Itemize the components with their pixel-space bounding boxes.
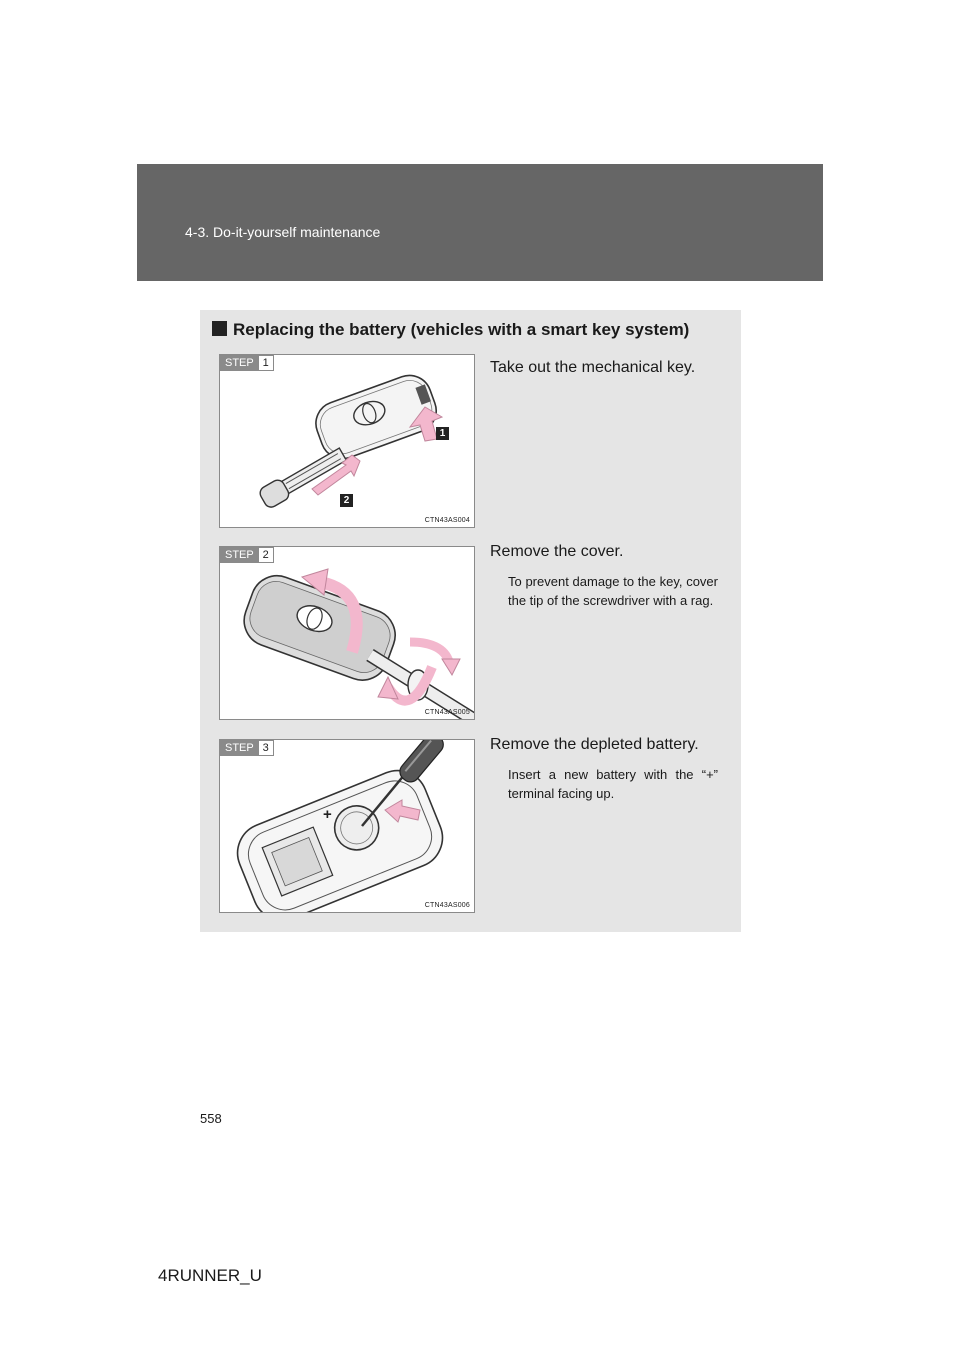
step-3-text bbox=[490, 735, 718, 803]
square-bullet-icon bbox=[212, 321, 227, 336]
step-badge: STEP 3 bbox=[220, 740, 274, 756]
step-2-figure bbox=[219, 546, 475, 720]
step-note: To prevent damage to the key, cover the tip of the screwdriver with a rag. bbox=[508, 574, 718, 608]
figure-code: CTN43AS004 bbox=[424, 517, 470, 524]
key-fob-battery-illustration bbox=[220, 740, 475, 913]
step-badge: STEP 2 bbox=[220, 547, 274, 563]
step-1-figure bbox=[219, 354, 475, 528]
step-3-figure bbox=[219, 739, 475, 913]
callout-2: 2 bbox=[340, 494, 353, 507]
instruction-panel bbox=[200, 310, 741, 932]
callout-1: 1 bbox=[436, 427, 449, 440]
header-band bbox=[137, 164, 823, 281]
step-1-text bbox=[490, 358, 718, 378]
step-instruction: Take out the mechanical key. bbox=[490, 359, 696, 376]
figure-code: CTN43AS006 bbox=[424, 902, 470, 909]
step-2-text bbox=[490, 542, 718, 610]
page-number: 558 bbox=[200, 1111, 222, 1126]
battery-plus-mark: + bbox=[323, 806, 332, 823]
figure-code: CTN43AS005 bbox=[424, 709, 470, 716]
step-note: Insert a new battery with the “+” terminal facing up. bbox=[508, 767, 718, 801]
section-title: 4-3. Do-it-yourself maintenance bbox=[185, 224, 381, 240]
key-fob-remove-cover-illustration bbox=[220, 547, 475, 720]
step-badge: STEP 1 bbox=[220, 355, 274, 371]
panel-title: Replacing the battery (vehicles with a smart key system) bbox=[212, 320, 689, 340]
model-code: 4RUNNER_U bbox=[158, 1266, 262, 1285]
step-instruction: Remove the cover. bbox=[490, 543, 624, 560]
step-instruction: Remove the depleted battery. bbox=[490, 736, 699, 753]
